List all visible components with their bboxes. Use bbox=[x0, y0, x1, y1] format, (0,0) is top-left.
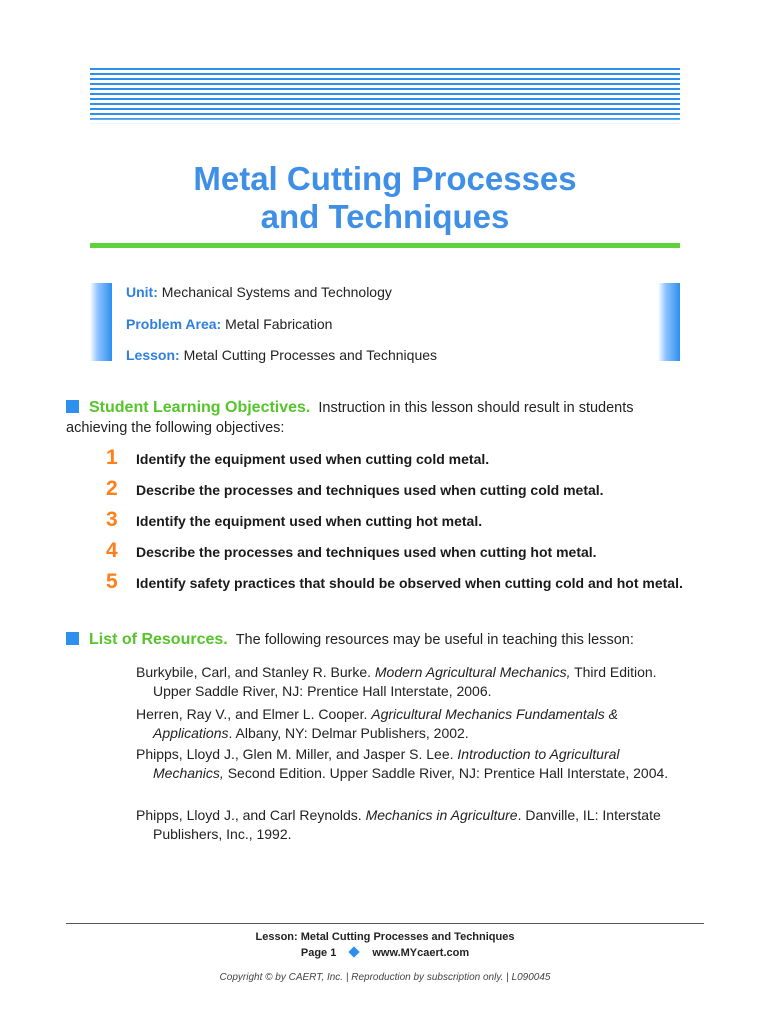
reference-title: Agricultural Mechanics Fundamentals & Applications bbox=[153, 706, 618, 741]
objective-item bbox=[106, 539, 686, 562]
objectives-intro: Instruction in this lesson should result in students bbox=[318, 400, 634, 416]
reference-authors: Phipps, Lloyd J., Glen M. Miller, and Jasper S. Lee. bbox=[136, 746, 458, 762]
problem-area-value: Metal Fabrication bbox=[225, 316, 333, 332]
footer-divider bbox=[66, 923, 704, 924]
reference-authors: Burkybile, Carl, and Stanley R. Burke. bbox=[136, 664, 375, 680]
resources-heading: List of Resources. bbox=[89, 631, 228, 648]
problem-area-label: Problem Area: bbox=[126, 316, 222, 332]
objective-number: 2 bbox=[106, 477, 118, 500]
objective-number: 4 bbox=[106, 539, 118, 562]
objective-item bbox=[106, 446, 686, 469]
objectives-intro-continued: achieving the following objectives: bbox=[66, 420, 285, 436]
title-line-2: and Techniques bbox=[260, 198, 510, 235]
objectives-heading: Student Learning Objectives. bbox=[89, 399, 311, 416]
objective-text: Identify safety practices that should be observed when cutting cold and hot metal. bbox=[136, 575, 683, 591]
objective-item bbox=[106, 570, 686, 593]
objective-text: Identify the equipment used when cutting hot metal. bbox=[136, 513, 483, 529]
reference-item bbox=[136, 745, 683, 783]
unit-value: Mechanical Systems and Technology bbox=[161, 284, 392, 300]
objective-item bbox=[106, 477, 686, 500]
meta-right-bar bbox=[658, 283, 680, 361]
objectives-section-heading bbox=[66, 398, 686, 438]
problem-area-line bbox=[126, 315, 332, 333]
reference-publication: . Danville, IL: Interstate Publishers, Inc., 1992. bbox=[153, 807, 661, 842]
objective-item bbox=[106, 508, 686, 531]
diamond-icon bbox=[349, 946, 360, 957]
reference-publication: Second Edition. Upper Saddle River, NJ: Prentice Hall Interstate, 2004. bbox=[223, 765, 669, 781]
objective-number: 3 bbox=[106, 508, 118, 531]
reference-item bbox=[136, 663, 683, 701]
header-stripe-banner bbox=[90, 68, 680, 124]
lesson-value: Metal Cutting Processes and Techniques bbox=[183, 347, 438, 363]
footer-lesson-title: Lesson: Metal Cutting Processes and Techniques bbox=[255, 931, 515, 943]
reference-title: Modern Agricultural Mechanics, bbox=[374, 664, 571, 680]
resources-intro: The following resources may be useful in teaching this lesson: bbox=[235, 632, 634, 648]
reference-title: Introduction to Agricultural Mechanics, bbox=[153, 746, 620, 781]
reference-item bbox=[136, 806, 683, 844]
objective-text: Describe the processes and techniques used when cutting cold metal. bbox=[136, 482, 604, 498]
objective-text: Describe the processes and techniques used when cutting hot metal. bbox=[136, 544, 597, 560]
lesson-line bbox=[126, 346, 437, 364]
resources-section-heading bbox=[66, 630, 686, 650]
page-title bbox=[90, 160, 680, 236]
unit-line bbox=[126, 283, 392, 301]
page-number: Page 1 bbox=[300, 947, 337, 959]
meta-left-bar bbox=[90, 283, 112, 361]
reference-title: Mechanics in Agriculture bbox=[365, 807, 518, 823]
objective-text: Identify the equipment used when cutting cold metal. bbox=[136, 451, 490, 467]
lesson-label: Lesson: bbox=[126, 347, 180, 363]
reference-publication: Third Edition. Upper Saddle River, NJ: Prentice Hall Interstate, 2006. bbox=[153, 664, 657, 699]
reference-item bbox=[136, 705, 683, 743]
footer-page-line bbox=[0, 947, 770, 959]
unit-label: Unit: bbox=[126, 284, 158, 300]
title-line-1: Metal Cutting Processes bbox=[193, 160, 577, 197]
section-bullet-icon bbox=[66, 632, 79, 645]
title-underline bbox=[90, 243, 680, 248]
website-link[interactable]: www.MYcaert.com bbox=[372, 947, 470, 959]
objective-number: 5 bbox=[106, 570, 118, 593]
reference-authors: Herren, Ray V., and Elmer L. Cooper. bbox=[136, 706, 372, 722]
reference-publication: . Albany, NY: Delmar Publishers, 2002. bbox=[228, 725, 469, 741]
section-bullet-icon bbox=[66, 400, 79, 413]
objective-number: 1 bbox=[106, 446, 118, 469]
reference-authors: Phipps, Lloyd J., and Carl Reynolds. bbox=[136, 807, 366, 823]
copyright-notice: Copyright © by CAERT, Inc. | Reproduction by subscription only. | L090045 bbox=[219, 972, 551, 983]
